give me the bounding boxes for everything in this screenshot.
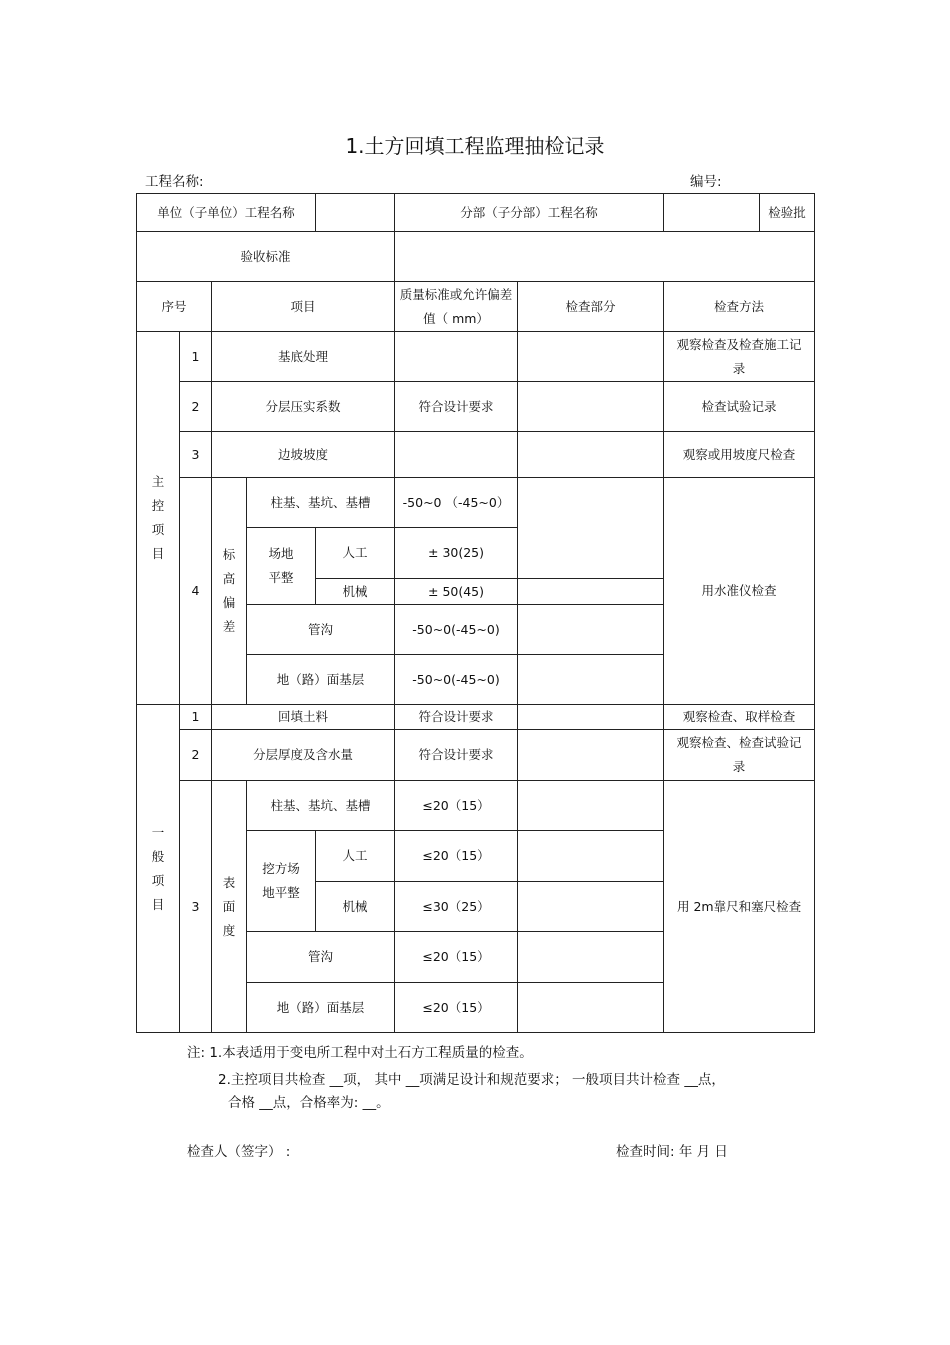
row-standard: 符合设计要求	[395, 382, 518, 432]
table-row	[137, 478, 815, 528]
group-label: 表面度	[212, 781, 247, 1033]
row-standard: ≤20（15）	[395, 983, 518, 1033]
row-item: 柱基、基坑、基槽	[247, 781, 395, 831]
table-row	[137, 382, 815, 432]
row-seq: 1	[180, 332, 212, 382]
site-label: 场地平整	[247, 528, 316, 605]
row-seq: 2	[180, 382, 212, 432]
inspector-signature-label: 检查人（签字） :	[187, 1144, 291, 1160]
row-part	[518, 932, 664, 983]
row-part	[518, 579, 664, 605]
row-item: 人工	[316, 831, 395, 882]
row-standard	[395, 432, 518, 478]
row-part	[518, 655, 664, 705]
table-row	[137, 332, 815, 382]
row-part	[518, 882, 664, 932]
row-standard: -50~0 （-45~0）	[395, 478, 518, 528]
row-standard: ± 30(25)	[395, 528, 518, 579]
row-item: 机械	[316, 882, 395, 932]
sub-project-label: 分部（子分部）工程名称	[395, 194, 664, 232]
header-standard: 质量标准或允许偏差值（ mm）	[395, 282, 518, 332]
header-row	[137, 282, 815, 332]
row-part	[518, 432, 664, 478]
row-item: 管沟	[247, 605, 395, 655]
row-part	[518, 781, 664, 831]
acceptance-label: 验收标准	[137, 232, 395, 282]
row-item: 分层厚度及含水量	[212, 730, 395, 781]
row-seq: 2	[180, 730, 212, 781]
row-method: 用 2m靠尺和塞尺检查	[664, 781, 815, 1033]
row-item: 回填土料	[212, 705, 395, 730]
row-item: 管沟	[247, 932, 395, 983]
row-part	[518, 478, 664, 579]
table-row	[137, 781, 815, 831]
row-item: 分层压实系数	[212, 382, 395, 432]
main-items-label: 主控项目	[137, 332, 180, 705]
table-row	[137, 432, 815, 478]
row-part	[518, 730, 664, 781]
unit-project-label: 单位（子单位）工程名称	[137, 194, 316, 232]
row-part	[518, 382, 664, 432]
row-method: 观察或用坡度尺检查	[664, 432, 815, 478]
unit-project-value	[316, 194, 395, 232]
table-row	[137, 730, 815, 781]
row-seq: 3	[180, 781, 212, 1033]
row-method: 用水准仪检查	[664, 478, 815, 705]
table-row	[137, 705, 815, 730]
row-part	[518, 605, 664, 655]
note-3: 合格 __点，合格率为: __。	[228, 1095, 390, 1111]
row-item: 地（路）面基层	[247, 655, 395, 705]
inspection-table	[136, 193, 815, 1033]
row-part	[518, 705, 664, 730]
row-standard: ≤20（15）	[395, 831, 518, 882]
page-title: 1.土方回填工程监理抽检记录	[345, 134, 605, 158]
row-method: 观察检查及检查施工记录	[664, 332, 815, 382]
row-item: 基底处理	[212, 332, 395, 382]
sub-project-value	[664, 194, 760, 232]
row-standard: -50~0(-45~0)	[395, 605, 518, 655]
row-item: 人工	[316, 528, 395, 579]
row-standard: ≤30（25）	[395, 882, 518, 932]
header-item: 项目	[212, 282, 395, 332]
note-2: 2.主控项目共检查 __项， 其中 __项满足设计和规范要求； 一般项目共计检查 __点，	[218, 1072, 725, 1088]
row-seq: 4	[180, 478, 212, 705]
note-1: 注: 1.本表适用于变电所工程中对土石方工程质量的检查。	[187, 1045, 533, 1061]
row-standard	[395, 332, 518, 382]
row-standard: ± 50(45)	[395, 579, 518, 605]
row-seq: 3	[180, 432, 212, 478]
row-seq: 1	[180, 705, 212, 730]
inspection-time-label: 检查时间: 年 月 日	[616, 1144, 728, 1160]
row-part	[518, 831, 664, 882]
row-standard: 符合设计要求	[395, 705, 518, 730]
project-name-label: 工程名称:	[145, 174, 204, 190]
site-label: 挖方场地平整	[247, 831, 316, 932]
row-standard: -50~0(-45~0)	[395, 655, 518, 705]
table-row	[137, 194, 815, 232]
row-method: 检查试验记录	[664, 382, 815, 432]
row-method: 观察检查、检查试验记录	[664, 730, 815, 781]
batch-label: 检验批	[760, 194, 815, 232]
row-standard: 符合设计要求	[395, 730, 518, 781]
general-items-label: 一般项目	[137, 705, 180, 1033]
row-item: 机械	[316, 579, 395, 605]
row-standard: ≤20（15）	[395, 781, 518, 831]
header-method: 检查方法	[664, 282, 815, 332]
table-row	[137, 232, 815, 282]
number-label: 编号:	[690, 174, 722, 190]
row-part	[518, 983, 664, 1033]
row-standard: ≤20（15）	[395, 932, 518, 983]
row-item: 柱基、基坑、基槽	[247, 478, 395, 528]
header-part: 检查部分	[518, 282, 664, 332]
header-seq: 序号	[137, 282, 212, 332]
acceptance-value	[395, 232, 815, 282]
row-method: 观察检查、取样检查	[664, 705, 815, 730]
row-part	[518, 332, 664, 382]
group-label: 标高偏差	[212, 478, 247, 705]
row-item: 边坡坡度	[212, 432, 395, 478]
row-item: 地（路）面基层	[247, 983, 395, 1033]
